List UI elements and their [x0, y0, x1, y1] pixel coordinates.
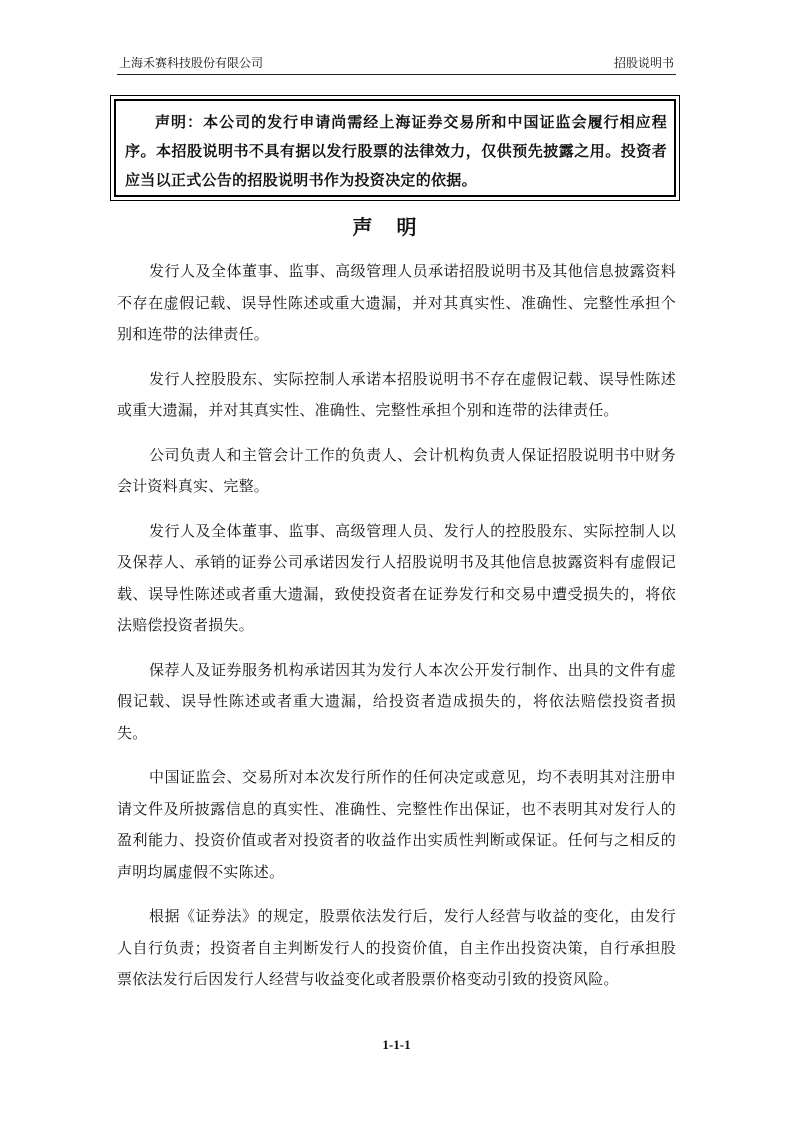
declaration-paragraph: 发行人及全体董事、监事、高级管理人员承诺招股说明书及其他信息披露资料不存在虚假记载、误导性陈述或重大遗漏，并对其真实性、准确性、完整性承担个别和连带的法律责任。: [117, 262, 676, 343]
declaration-paragraph: 保荐人及证券服务机构承诺因其为发行人本次公开发行制作、出具的文件有虚假记载、误导性陈述或者重大遗漏，给投资者造成损失的，将依法赔偿投资者损失。: [117, 660, 676, 742]
header-company-name: 上海禾赛科技股份有限公司: [119, 56, 264, 70]
section-title: 声明: [352, 215, 441, 239]
declaration-paragraph: 公司负责人和主管会计工作的负责人、会计机构负责人保证招股说明书中财务会计资料真实、完整。: [117, 445, 676, 495]
header-document-type: 招股说明书: [613, 56, 674, 70]
declaration-paragraph: 根据《证券法》的规定，股票依法发行后，发行人经营与收益的变化，由发行人自行负责；投资者自主判断发行人的投资价值，自主作出投资决策，自行承担股票依法发行后因发行人经营与收益变化或者股票价格变动引致的投资风险。: [117, 907, 676, 988]
preliminary-notice-inner-border: [114, 99, 676, 197]
declaration-body: [117, 256, 676, 1009]
declaration-paragraph: 发行人控股股东、实际控制人承诺本招股说明书不存在虚假记载、误导性陈述或重大遗漏，并对其真实性、准确性、完整性承担个别和连带的法律责任。: [117, 369, 676, 419]
declaration-paragraph: 中国证监会、交易所对本次发行所作的任何决定或意见，均不表明其对注册申请文件及所披露信息的真实性、准确性、完整性作出保证，也不表明其对发行人的盈利能力、投资价值或者对投资者的收益作出实质性判断或保证。任何与之相反的声明均属虚假不实陈述。: [117, 768, 676, 881]
page-header: [117, 54, 676, 75]
preliminary-notice-box: [110, 95, 680, 201]
preliminary-notice-text: 声明：本公司的发行申请尚需经上海证券交易所和中国证监会履行相应程序。本招股说明书不具有据以发行股票的法律效力，仅供预先披露之用。投资者应当以正式公告的招股说明书作为投资决定的依据。: [125, 113, 667, 189]
declaration-paragraph: 发行人及全体董事、监事、高级管理人员、发行人的控股股东、实际控制人以及保荐人、承销的证券公司承诺因发行人招股说明书及其他信息披露资料有虚假记载、误导性陈述或者重大遗漏，致使投资者在证券发行和交易中遭受损失的，将依法赔偿投资者损失。: [117, 521, 676, 634]
page-number: 1-1-1: [382, 1037, 411, 1052]
